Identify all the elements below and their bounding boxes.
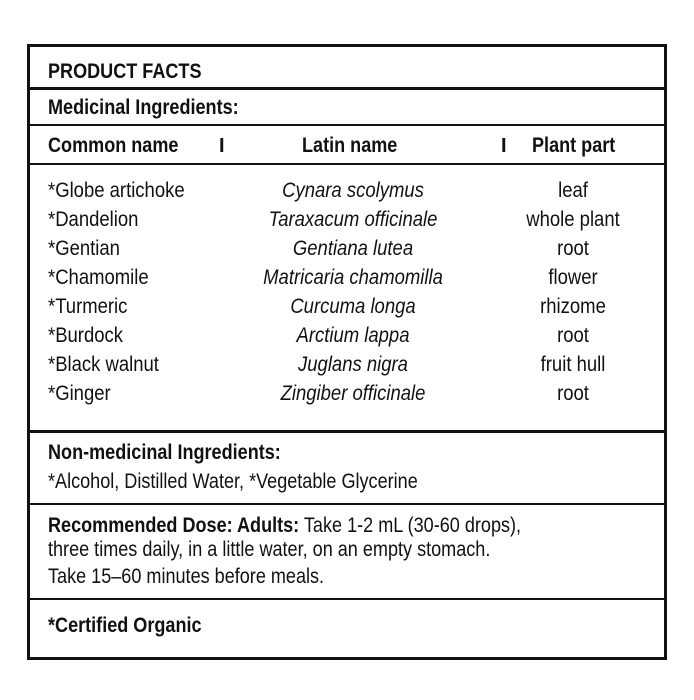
plant-part-cell: leaf bbox=[558, 179, 588, 202]
latin-name-cell: Taraxacum officinale bbox=[268, 208, 438, 231]
non-medicinal-heading: Non-medicinal Ingredients: bbox=[48, 441, 281, 464]
common-name-cell: *Black walnut bbox=[48, 353, 159, 376]
non-medicinal-ingredients: *Alcohol, Distilled Water, *Vegetable Glycerine bbox=[48, 470, 418, 493]
certified-organic-note: *Certified Organic bbox=[48, 614, 202, 637]
latin-name-cell: Curcuma longa bbox=[290, 295, 416, 318]
plant-part-cell: root bbox=[557, 324, 589, 347]
divider bbox=[30, 87, 664, 90]
column-separator: I bbox=[501, 135, 507, 157]
column-header-latin-name: Latin name bbox=[302, 134, 398, 157]
latin-name-cell: Juglans nigra bbox=[298, 353, 408, 376]
divider bbox=[30, 163, 664, 165]
common-name-cell: *Globe artichoke bbox=[48, 179, 185, 202]
column-header-common-name: Common name bbox=[48, 134, 179, 157]
dose-line-2: three times daily, in a little water, on an empty stomach. bbox=[48, 538, 491, 561]
common-name-cell: *Burdock bbox=[48, 324, 123, 347]
column-separator: I bbox=[219, 135, 225, 157]
divider bbox=[30, 598, 664, 600]
dose-label: Recommended Dose: Adults: bbox=[48, 514, 300, 537]
dose-text-1: Take 1-2 mL (30-60 drops), bbox=[303, 514, 522, 537]
dose-line-1 bbox=[48, 515, 521, 536]
medicinal-heading: Medicinal Ingredients: bbox=[48, 96, 239, 119]
panel-title: PRODUCT FACTS bbox=[48, 60, 202, 83]
divider bbox=[30, 124, 664, 126]
common-name-cell: *Dandelion bbox=[48, 208, 139, 231]
product-facts-panel bbox=[27, 44, 667, 660]
dose-line-3: Take 15–60 minutes before meals. bbox=[48, 565, 325, 588]
plant-part-cell: flower bbox=[548, 266, 598, 289]
plant-part-cell: fruit hull bbox=[540, 353, 606, 376]
latin-name-cell: Zingiber officinale bbox=[280, 382, 426, 405]
plant-part-cell: whole plant bbox=[526, 208, 620, 231]
latin-name-cell: Gentiana lutea bbox=[292, 237, 414, 260]
latin-name-cell: Arctium lappa bbox=[296, 324, 410, 347]
divider bbox=[30, 503, 664, 505]
common-name-cell: *Gentian bbox=[48, 237, 120, 260]
plant-part-cell: root bbox=[557, 382, 589, 405]
divider bbox=[30, 430, 664, 433]
plant-part-cell: root bbox=[557, 237, 589, 260]
plant-part-cell: rhizome bbox=[540, 295, 606, 318]
latin-name-cell: Matricaria chamomilla bbox=[263, 266, 443, 289]
common-name-cell: *Ginger bbox=[48, 382, 111, 405]
latin-name-cell: Cynara scolymus bbox=[282, 179, 424, 202]
common-name-cell: *Chamomile bbox=[48, 266, 149, 289]
common-name-cell: *Turmeric bbox=[48, 295, 128, 318]
column-header-plant-part: Plant part bbox=[532, 134, 616, 157]
